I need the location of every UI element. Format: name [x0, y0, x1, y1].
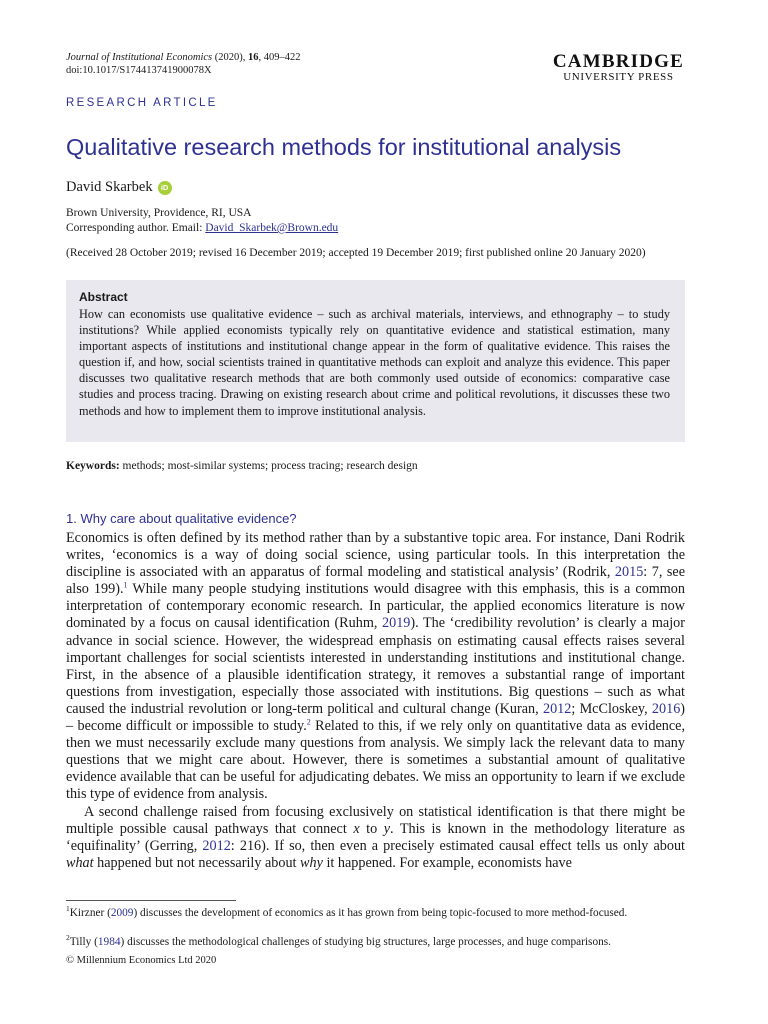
- doi: doi:10.1017/S174413741900078X: [66, 65, 212, 76]
- keywords: [66, 460, 418, 472]
- keywords-list: methods; most-similar systems; process tracing; research design: [119, 460, 418, 472]
- publication-history: (Received 28 October 2019; revised 16 December 2019; accepted 19 December 2019; first published online 20 January 2020): [66, 247, 646, 259]
- author-name: David Skarbek: [66, 179, 153, 195]
- abstract-heading: Abstract: [79, 290, 128, 304]
- article-title: Qualitative research methods for institutional analysis: [66, 134, 622, 160]
- section-heading: 1. Why care about qualitative evidence?: [66, 511, 297, 526]
- journal-volume: 16: [248, 52, 259, 63]
- abstract-text: How can economists use qualitative evidence – such as archival materials, interviews, and ethnography – to study institutions? While applied economists typically rely on quantitative evidence and statistical estimation, many important aspects of institutions and institutional change appear in the form of qualitative evidence. This raises the question if, and how, social scientists trained in quantitative methods can exploit and analyze this evidence. This paper discusses two qualitative research methods that are both commonly used outside of economics: comparative case studies and process tracing. Drawing on existing research about crime and political revolutions, it discusses these two methods and how to implement them to improve institutional analysis.: [79, 307, 670, 418]
- footnote-1: $^1$Kirzner (2009) discusses the development of economics as it has grown from being topic-focused to more method-focused.: [66, 904, 628, 919]
- journal-citation: Journal of Institutional Economics (2020), 16, 409–422: [66, 52, 301, 63]
- corresponding-author: Corresponding author. Email: David_Skarbek@Brown.edu: [66, 222, 339, 234]
- abstract-box: [66, 280, 685, 442]
- copyright: © Millennium Economics Ltd 2020: [66, 955, 217, 966]
- author: [66, 179, 172, 196]
- footnote-divider: [66, 900, 236, 901]
- keywords-label: Keywords:: [66, 460, 120, 472]
- paragraph: Economics is often defined by its method rather than by a substantive topic area. For instance, Dani Rodrik writes, ‘economics is a way of doing social science, using particular tools. In this interpretation the discipline is associated with an apparatus of formal modeling and statistical analysis’ (Rodrik, 2015: 7, see also 199).$^1$ While many people studying institutions would disagree with this emphasis, this is a common interpretation of contemporary economic research. In particular, the applied economics literature is now dominated by a focus on causal identification (Ruhm, 2019). The ‘credibility revolution’ is clearly a major advance in social science. However, the widespread emphasis on estimating causal effects raises several important challenges for social scientists interested in understanding institutions and institutional change. First, in the absence of a plausible identification strategy, it removes a substantial range of important questions from investigation, especially those associated with institutions. Big questions – such as what caused the industrial revolution or long-term political and cultural change (Kuran, 2012; McCloskey, 2016) – become difficult or impossible to study.$^2$ Related to this, if we rely only on quantitative data as evidence, then we must necessarily exclude many questions from analysis. We simply lack the relevant data to many questions that we might care about. However, there is sometimes a substantial amount of qualitative evidence available that can be useful for adjudicating debates. We miss an opportunity to learn if we exclude this type of evidence from analysis.: [66, 530, 686, 803]
- journal-name: Journal of Institutional Economics: [66, 52, 213, 63]
- body-text: [66, 530, 685, 872]
- paragraph: A second challenge raised from focusing exclusively on statistical identification is that there might be multiple possible causal pathways that connect x to y. This is known in the methodology literature as ‘equifinality’ (Gerring, 2012: 216). If so, then even a precisely estimated causal effect tells us only about what happened but not necessarily about why it happened. For example, economists have: [66, 803, 685, 871]
- affiliation-block: [66, 206, 338, 236]
- affiliation: Brown University, Providence, RI, USA: [66, 207, 252, 219]
- publisher-logo: CAMBRIDGE UNIVERSITY PRESS: [552, 51, 684, 83]
- article-type: RESEARCH ARTICLE: [66, 97, 218, 109]
- email-link[interactable]: David_Skarbek@Brown.edu: [205, 222, 339, 234]
- orcid-icon[interactable]: iD: [158, 181, 172, 195]
- footnote-2: $^2$Tilly (1984) discusses the methodological challenges of studying big structures, large processes, and huge comparisons.: [66, 933, 611, 948]
